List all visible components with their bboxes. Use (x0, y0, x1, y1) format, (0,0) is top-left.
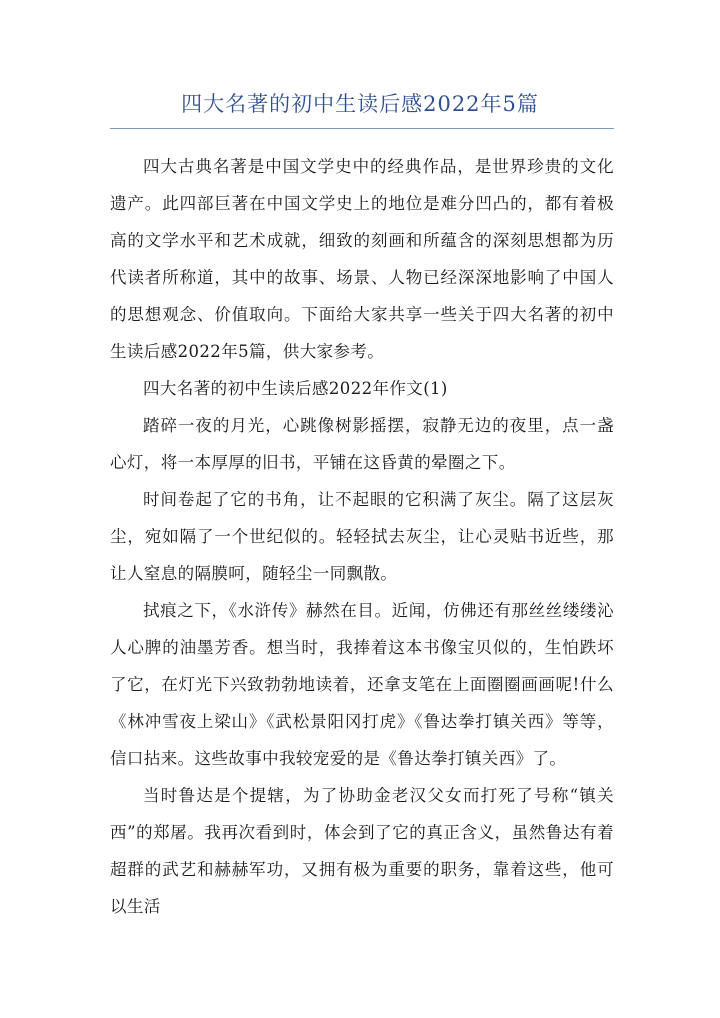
paragraph-4: 当时鲁达是个提辖，为了协助金老汉父女而打死了号称“镇关西”的郑屠。我再次看到时，体会到了它的真正含义，虽然鲁达有着超群的武艺和赫赫军功，又拥有极为重要的职务，靠着这些，他可以生活 (110, 786, 614, 916)
paragraph-intro: 四大古典名著是中国文学史中的经典作品，是世界珍贵的文化遗产。此四部巨著在中国文学史上的地位是难分凹凸的，都有着极高的文学水平和艺术成就，细致的刻画和所蕴含的深刻思想都为历代读者所称道，其中的故事、场景、人物已经深深地影响了中国人的思想观念、价值取向。下面给大家共享一些关于四大名著的初中生读后感2022年5篇，供大家参考。 (110, 157, 614, 361)
title-underline (110, 128, 614, 129)
paragraph-essay-heading: 四大名著的初中生读后感2022年作文(1) (143, 379, 448, 398)
paragraph-1: 踏碎一夜的月光，心跳像树影摇摆，寂静无边的夜里，点一盏心灯，将一本厚厚的旧书，平铺在这昏黄的晕圈之下。 (110, 416, 614, 472)
paragraph-3: 拭痕之下，《水浒传》赫然在目。近闻，仿佛还有那丝丝缕缕沁人心脾的油墨芳香。想当时，我捧着这本书像宝贝似的，生怕跌坏了它，在灯光下兴致勃勃地读着，还拿支笔在上面圈圈画画呢!什么《林冲雪夜上梁山》《武松景阳冈打虎》《鲁达拳打镇关西》等等，信口拈来。这些故事中我较宠爱的是《鲁达拳打镇关西》了。 (110, 601, 614, 768)
document-title: 四大名著的初中生读后感2022年5篇 (181, 92, 539, 116)
paragraph-2: 时间卷起了它的书角，让不起眼的它积满了灰尘。隔了这层灰尘，宛如隔了一个世纪似的。轻轻拭去灰尘，让心灵贴书近些，那让人窒息的隔膜呵，随轻尘一同飘散。 (110, 490, 614, 583)
document-body (110, 148, 614, 925)
